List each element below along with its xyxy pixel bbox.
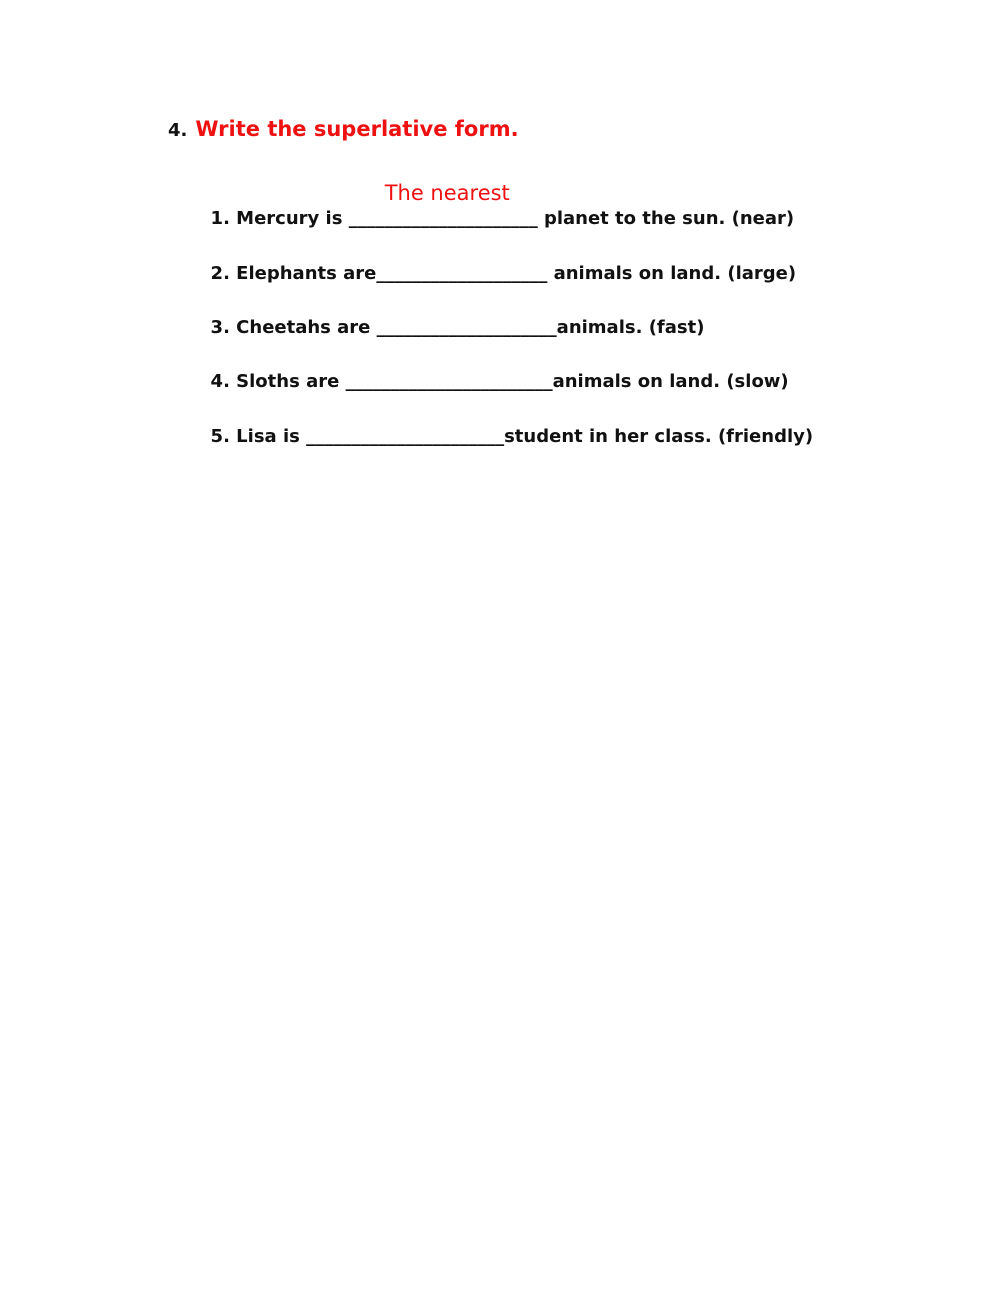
question-5-prefix: 5. Lisa is	[210, 426, 307, 447]
question-2-prefix: 2. Elephants are	[210, 263, 377, 284]
question-2-blank: ___________________	[376, 262, 547, 286]
question-2	[198, 238, 796, 286]
question-3	[198, 292, 704, 340]
exercise-instruction: Write the superlative form.	[195, 117, 519, 141]
question-5-suffix: student in her class. (friendly)	[504, 426, 814, 447]
question-3-answer[interactable]	[413, 290, 423, 316]
question-4-prefix: 4. Sloths are	[210, 371, 346, 392]
question-3-blank: ____________________	[377, 316, 557, 340]
exercise-heading	[168, 117, 519, 149]
question-4-blank: _______________________	[346, 370, 553, 394]
question-4	[198, 346, 789, 394]
question-1-prefix: 1. Mercury is	[210, 208, 349, 229]
question-4-suffix: animals on land. (slow)	[552, 371, 789, 392]
question-1-answer[interactable]: The nearest	[384, 181, 510, 205]
question-2-suffix: animals on land. (large)	[547, 263, 797, 284]
question-3-prefix: 3. Cheetahs are	[210, 317, 377, 338]
question-5-answer[interactable]	[342, 399, 352, 425]
question-5	[198, 401, 813, 449]
question-2-answer[interactable]	[412, 236, 422, 262]
question-5-blank: ______________________	[306, 425, 504, 449]
question-1-blank: _____________________ The nearest	[348, 181, 538, 229]
question-1-suffix: planet to the sun. (near)	[537, 208, 795, 229]
question-3-suffix: animals. (fast)	[556, 317, 705, 338]
exercise-number: 4.	[168, 120, 188, 141]
question-4-answer[interactable]	[382, 344, 392, 370]
question-1	[198, 183, 794, 231]
